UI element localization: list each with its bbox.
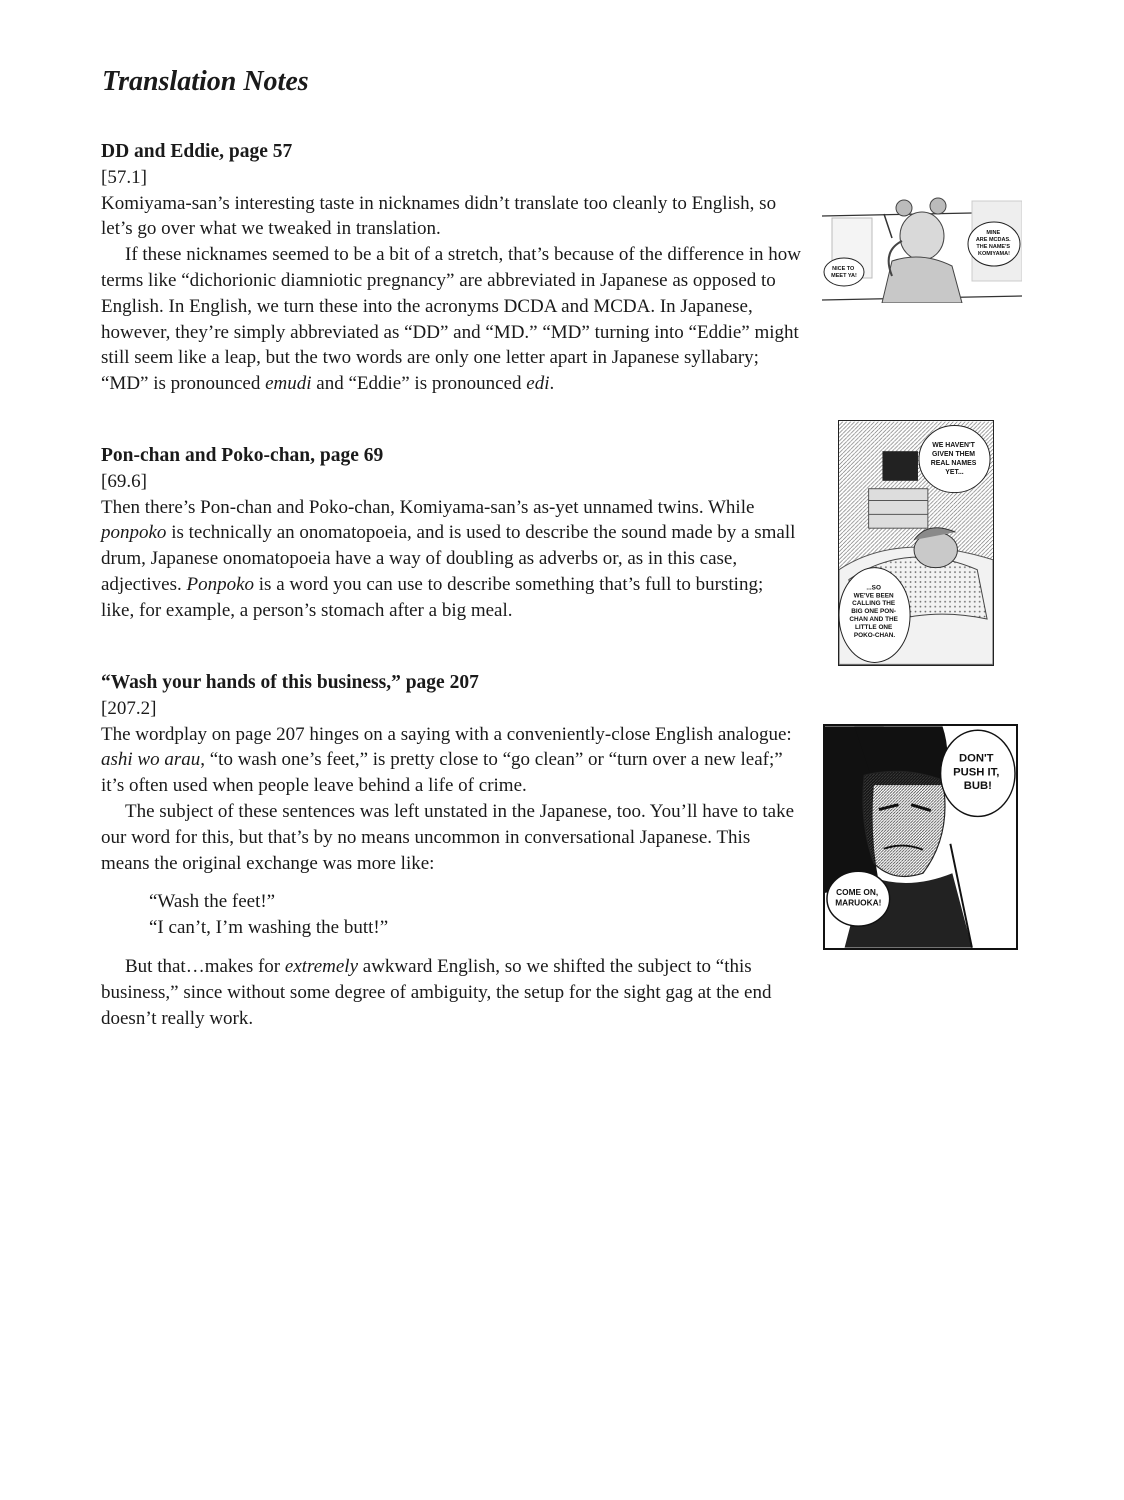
panel-illustration [839,421,993,665]
note-paragraph: The subject of these sentences was left unstated in the Japanese, too. You’ll have to take our word for this, but that’s by no means uncommon in conversational Japanese. This means the original exchange was more like: [101,800,795,874]
note-reference: [207.2] [101,697,157,719]
note-heading: Pon-chan and Poko-chan, page 69 [101,445,384,466]
note-heading: “Wash your hands of this business,” page 207 [101,672,479,693]
note-dd-and-eddie [101,139,801,397]
emphasis: ashi wo arau [101,749,201,771]
speech-bubble-text: NICE TO MEET YA! [831,266,857,279]
note-paragraph: The wordplay on page 207 hinges on a saying with a conveniently-close English analogue: ashi wo arau, “to wash one’s feet,” is pretty close to “go clean” or “turn over a new leaf;” it’s often used when people leave behind a life of crime. [101,723,792,797]
panel-illustration [825,726,1016,948]
note-paragraph: Komiyama-san’s interesting taste in nicknames didn’t translate too cleanly to English, so let’s go over what we tweaked in translation. [101,192,777,240]
note-pon-chan-and-poko-chan [101,443,801,624]
note-paragraph: But that…makes for extremely awkward English, so we shifted the subject to “this business,” since without some degree of ambiguity, the setup for the sight gag at the end doesn’t really work. [101,955,772,1029]
panel-illustration [822,196,1022,303]
note-paragraph: If these nicknames seemed to be a bit of a stretch, that’s because of the difference in how terms like “dichorionic diamniotic pregnancy” are abbreviated in Japanese as opposed to English. In English, we turn these into the acronyms DCDA and MCDA. In Japanese, however, they’re simply abbreviated as “DD” and “MD.” “MD” turning into “Eddie” might still seem like a leap, but the two words are only one letter apart in Japanese syllabary; “MD” is pronounced emudi and “Eddie” is pronounced edi. [101,244,802,395]
speech-bubble-text: WE HAVEN'T GIVEN THEM REAL NAMES YET... [930,442,977,476]
note-reference: [69.6] [101,470,147,492]
note-heading: DD and Eddie, page 57 [101,141,293,162]
manga-panel-komiyama [822,196,1022,303]
manga-panel-twins [838,420,994,666]
speech-bubble-text: DON'T PUSH IT, BUB! [953,752,1000,793]
page-title: Translation Notes [102,66,309,97]
note-wash-your-hands [101,670,801,1031]
quote-line: “Wash the feet!” [149,891,276,913]
speech-bubble-text: ...SO WE'VE BEEN CALLING THE BIG ONE PON- CHAN AND THE LITTLE ONE POKO-CHAN. [849,584,898,639]
note-reference: [57.1] [101,166,147,188]
quote-line: “I can’t, I’m washing the butt!” [149,917,389,939]
speech-bubble-text: COME ON, MARUOKA! [835,886,882,908]
manga-panel-maruoka [823,724,1018,950]
speech-bubble-text: MINE ARE MCDAS. THE NAME'S KOMIYAMA! [975,230,1011,257]
note-paragraph: Then there’s Pon-chan and Poko-chan, Komiyama-san’s as-yet unnamed twins. While ponpoko is technically an onomatopoeia, and is used to describe the sound made by a small drum, Japanese onomatopoeia have a way of doubling as adverbs or, as in this case, adjectives. Ponpoko is a word you can use to describe something that’s full to bursting; like, for example, a person’s stomach after a big meal. [101,496,796,621]
